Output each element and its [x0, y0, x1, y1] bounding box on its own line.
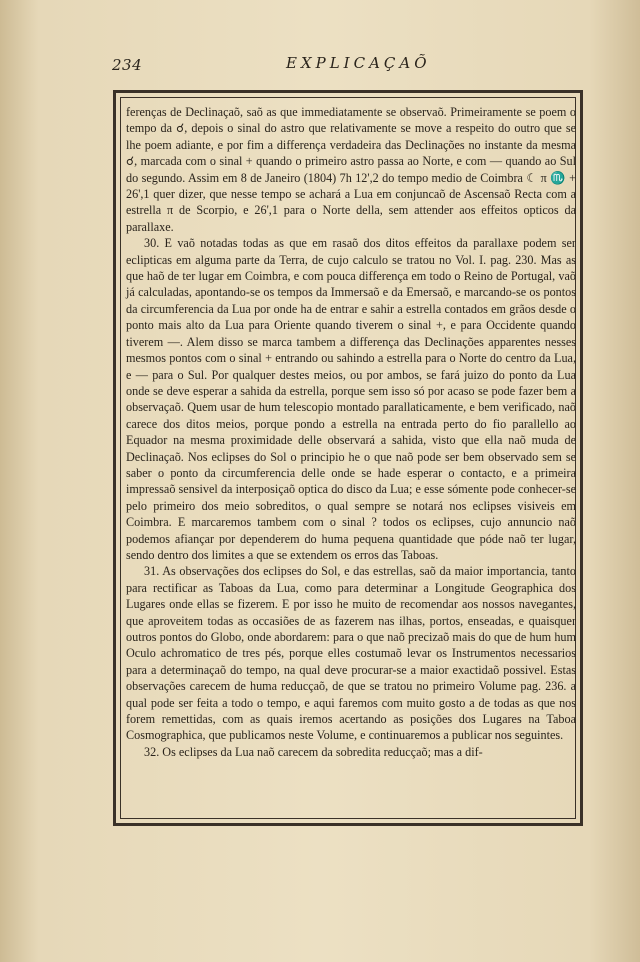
running-head: EXPLICAÇAÕ [286, 54, 431, 72]
page-number: 234 [112, 56, 143, 74]
paragraph-31: 31. As observações dos eclipses do Sol, e das estrellas, saõ da maior importancia, tanto para rectificar as Taboas da Lua, como para determinar a Longitude Geographica dos Lugares onde ellas se fizerem. E por isso he muito de recomendar aos nossos navegantes, que aproveitem todas as occasiões de as fazerem nas ilhas, portos, enseadas, e quaisquer outros pontos do Globo, onde abordarem: para o que naõ precizaõ mais do que de hum hum Oculo achromatico de tres pés, porque elles costumaõ levar os Instrumentos necessarios para a determinaçaõ do tempo, na qual deve procurar-se a maior exactidaõ possivel. Estas observações carecem de huma reducçaõ, de que se tratou no primeiro Volume pag. 236. a qual pode ser feita a todo o tempo, e aqui faremos com muito gosto a de todas as que nos forem remettidas, com as quais iremos acertando as posições dos Lugares na Taboa Cosmographica, que publicamos neste Volume, e continuaremos a publicar nos seguintes. [126, 564, 576, 743]
paragraph-30: 30. E vaõ notadas todas as que em rasaõ dos ditos effeitos da parallaxe podem ser eclipticas em alguma parte da Terra, de cujo calculo se tratou no Vol. I. pag. 230. Mas as que haõ de ter lugar em Coimbra, e com pouca differença em todo o Reino de Portugal, vaõ já calculadas, apontando-se os tempos da Immersaõ e da Emersaõ, e marcando-se os pontos da circumferencia da Lua por onde ha de entrar e sahir a estrella contados em grãos desde o ponto mais alto da Lua para Oriente quando tiverem o sinal +, e para Occidente quando tiverem —. Alem disso se marca tambem a differença das Declinações apparentes nesses mesmos pontos com o sinal + entrando ou sahindo a estrella para o Norte do centro da Lua, e — para o Sul. Por qualquer destes meios, ou por ambos, se fará juizo do ponto da Lua onde se deve esperar a sahida da estrella, porque sem isso só por acaso se pode fazer bem a observaçaõ. Quem usar de hum telescopio montado parallaticamente, e bem verificado, naõ carece dos ditos meios, porque pondo a estrella na entrada perto do fio parallello ao Equador na mesma proximidade delle observará a sahida, visto que ella naõ muda de Declinaçaõ. Nos eclipses do Sol o principio he o que naõ pode ser bem observado sem se saber o ponto da circumferencia delle onde se hade esperar o contacto, e a primeira impressaõ sensivel da interposiçaõ optica do disco da Lua; e esse sómente pode conhecer-se pelo primeiro dos meio sobreditos, o qual sempre se notará nos eclipses visiveis em Coimbra. E marcaremos tambem com o sinal ? todos os eclipses, cujo annuncio naõ podemos afiançar por dependerem do huma pequena quantidade que póde naõ ter lugar, sendo dentro dos limites a que se extendem os erros das Taboas. [126, 236, 576, 562]
paragraph-32: 32. Os eclipses da Lua naõ carecem da sobredita reducçaõ; mas a dif- [144, 744, 483, 759]
body-text [126, 104, 576, 760]
paragraph-continued: ferenças de Declinaçaõ, saõ as que immediatamente se observaõ. Primeiramente se poem o tempo da ☌, depois o sinal do astro que relativamente se move a respeito do outro que se lhe poem adiante, e por fim a differença verdadeira das Declinações no instante da mesma ☌, marcada com o sinal + quando o primeiro astro passa ao Norte, e com — quando ao Sul do segundo. Assim em 8 de Janeiro (1804) 7h 12',2 do tempo medio de Coimbra ☾ π ♏ + 26',1 quer dizer, que nesse tempo se achará a Lua em conjuncaõ de Ascensaõ Recta com a estrella π de Scorpio, e 26',1 para o Norte della, sem attender aos effeitos opticos da parallaxe. [126, 105, 576, 234]
